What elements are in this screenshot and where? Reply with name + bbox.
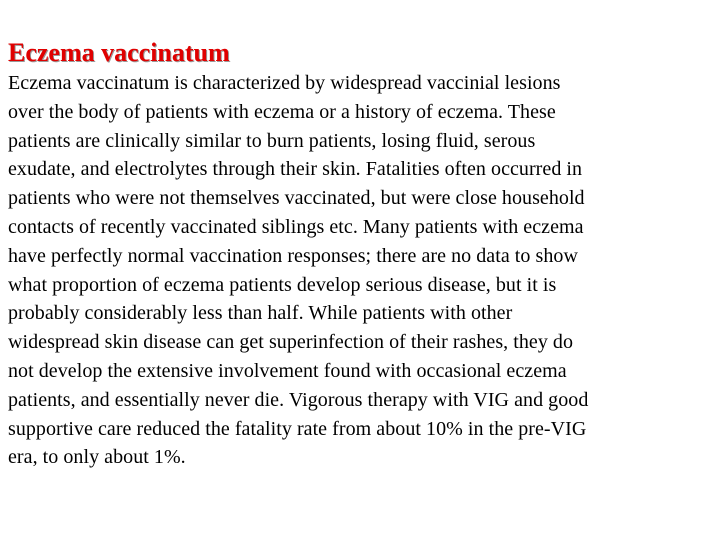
- body-line: probably considerably less than half. While patients with other: [8, 302, 513, 325]
- body-line: patients are clinically similar to burn patients, losing fluid, serous: [8, 129, 536, 152]
- body-line: patients, and essentially never die. Vigorous therapy with VIG and good: [8, 388, 589, 411]
- body-line: exudate, and electrolytes through their skin. Fatalities often occurred in: [8, 158, 583, 181]
- body-line: over the body of patients with eczema or a history of eczema. These: [8, 100, 556, 123]
- slide-title: Eczema vaccinatum: [8, 38, 230, 67]
- body-line: widespread skin disease can get superinfection of their rashes, they do: [8, 331, 574, 354]
- body-line: have perfectly normal vaccination responses; there are no data to show: [8, 244, 578, 267]
- body-line: patients who were not themselves vaccinated, but were close household: [8, 187, 585, 210]
- body-line: supportive care reduced the fatality rate from about 10% in the pre-VIG: [8, 417, 587, 440]
- body-line: not develop the extensive involvement found with occasional eczema: [8, 359, 567, 382]
- body-line: Eczema vaccinatum is characterized by widespread vaccinial lesions: [8, 72, 561, 94]
- body-line: contacts of recently vaccinated siblings etc. Many patients with eczema: [8, 215, 584, 238]
- body-line: era, to only about 1%.: [8, 446, 186, 469]
- body-paragraph: [8, 69, 710, 472]
- body-line: what proportion of eczema patients develop serious disease, but it is: [8, 273, 557, 296]
